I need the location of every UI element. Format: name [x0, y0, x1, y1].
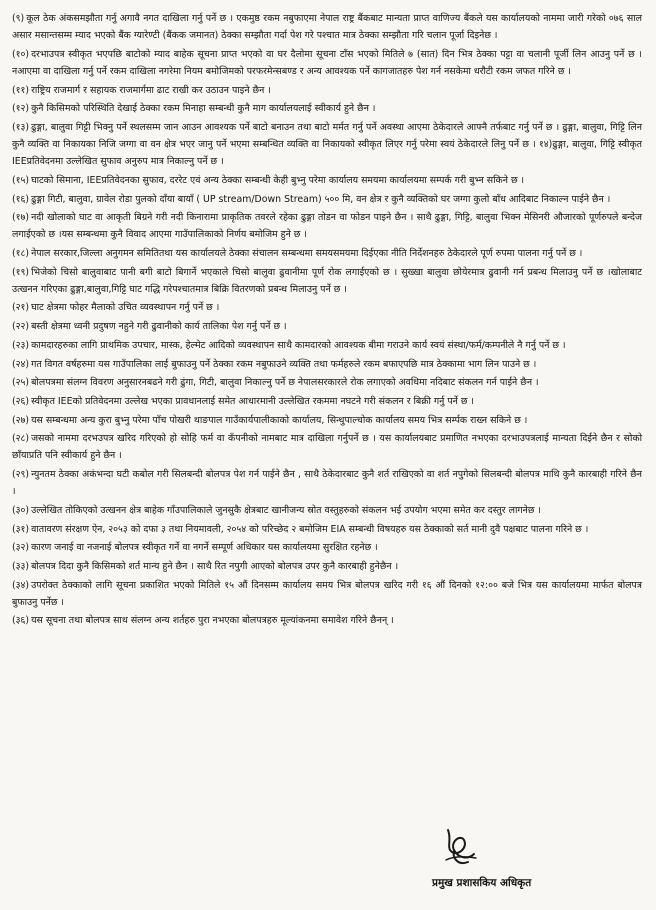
clause-item	[12, 318, 642, 335]
clause-number: (२७)	[12, 414, 30, 426]
clause-item	[12, 412, 642, 429]
clause-text: यस सूचना तथा बोलपत्र साथ संलग्न अन्य शर्तहरु पुरा नभएका बोलपत्रहरु मूल्यांकनमा समावेश गरिने छैनन् ।	[31, 615, 394, 627]
clause-text: यस सम्बन्धमा अन्य कुरा बुभ्नु परेमा पाँच पोखरी थाङपाल गाउँकार्यपालीकाको कार्यालय, सिन्धुपाल्चोक कार्यालय समय भित्र सर्म्पक राख्न सकिने छ ।	[31, 414, 528, 426]
clause-text: बोलपत्रमा संलग्न विवरण अनुसारनबढने गरी ढुंगा, गिटी, बालुवा निकाल्नु पर्ने छ नेपालसरकारले रोक लगाएको अवधिमा नदिबाट संकलन गर्न पाईने छैन ।	[31, 377, 539, 389]
clause-number: (२९)	[12, 469, 30, 481]
clause-number: (१३)	[12, 121, 30, 133]
clause-text: न्युनतम ठेक्का अकंभन्दा घटी कबोल गरी सिलबन्दी बोलपत्र पेश गर्न पाईने छैन , साथै ठेकेदारबाट कुनै शर्त राखिएको वा शर्त नपुगेको सिलबन्दी बोलपत्र माथि कुनै कारबाही गरिने छैन ।	[12, 469, 642, 498]
clause-text: ढुङ्गा गिटी, बालुवा, ग्रावेल रोडा पुलको दाँया बायाँ ( UP stream/Down Stream) ५०० मि, वन क्षेत्र र कुनै व्यक्तिको घर जग्गा कुलो बाँध आदिबाट निकाल्न पाईने छैन ।	[31, 193, 611, 205]
clause-number: (२३)	[12, 339, 30, 351]
clause-number: (१९)	[12, 266, 30, 278]
clause-text: कामदारहरुका लागि प्राथमिक उपचार, मास्क, हेल्मेट आदिको व्यवस्थापन साथै कामदारको आवश्यक बीमा गराउने कार्य स्वयं संस्था/फर्म/कम्पनीले नै गर्नु पर्ने छ ।	[31, 339, 566, 351]
clause-list	[12, 10, 642, 629]
clause-item	[12, 430, 642, 464]
clause-text: बस्ती क्षेत्रमा ध्वनी प्रदुषण नहुने गरी ढुवानीको कार्य तालिका पेश गर्नु पर्ने छ ।	[31, 321, 287, 333]
clause-item	[12, 10, 642, 44]
clause-item	[12, 466, 642, 500]
clause-item	[12, 356, 642, 373]
clause-text: घाट क्षेत्रमा फोहर मैलाको उचित व्यवस्थापन गर्नु पर्ने छ ।	[31, 302, 220, 314]
clause-item	[12, 82, 642, 99]
clause-item	[12, 100, 642, 117]
clause-text: बोलपत्र दिदा कुनै किसिमको शर्त मान्य हुने छैन । साथै रित नपुगी आएको बोलपत्र उपर कुनै कारबाही हुनेछैन ।	[31, 560, 399, 572]
clause-text: गत विगत वर्षहरुमा यस गाउँपालिका लाई बुफाउनु पर्ने ठेक्का रकम नबुफाउने व्यक्ति तथा फर्महरुले रकम बफाएपछि मात्र ठेक्कामा भाग लिन पाउने छ ।	[31, 358, 537, 370]
clause-number: (२४)	[12, 358, 30, 370]
clause-text: उपरोक्त ठेक्काको लागि सूचना प्रकाशित भएको मितिले १५ औं दिनसम्म कार्यालय समय भित्र बोलपत्र खरिद गरी १६ औं दिनको १२:०० बजे भित्र यस कार्यालयमा मार्फत बोलपत्र बुफाउनु पर्नेछ ।	[12, 579, 642, 608]
clause-item	[12, 393, 642, 410]
clause-item	[12, 374, 642, 391]
clause-text: घाटको सिमाना, IEEप्रतिवेदनका सुफाव, दररेट एवं अन्य ठेक्का सम्बन्धी केही बुभ्नु परेमा कार्यालय समयमा कार्यालयमा सम्पर्क गरी बुभ्न सकिने छ ।	[31, 174, 525, 186]
clause-text: नेपाल सरकार,जिल्ला अनुगमन समितितथा यस कार्यालयले ठेक्का संचालन सम्बन्धमा समयसमयमा दिईएका नीति निर्देशनहरु ठेकेदारले पूर्ण रुपमा पालना गर्नु पर्ने छ ।	[31, 247, 583, 259]
clause-number: (१७)	[12, 212, 30, 224]
clause-item	[12, 46, 642, 80]
clause-text: वातावरण संरक्षण ऐन, २०५३ को दफा ३ तथा नियमावली, २०५४ को परिच्छेद २ बमोजिम EIA सम्बन्धी विषयहरु यस ठेक्काको सर्त मानी दुवै पक्षबाट पालना गरिने छ ।	[31, 523, 589, 535]
clause-item	[12, 521, 642, 538]
clause-text: भिजेको चिसो बालुवाबाट पानी बगी बाटो बिगार्ने भएकाले चिसो बालुवा ढुवानीमा पूर्ण रोक लगाईएको छ । सुख्खा बालुवा छोयेरमात्र ढुवानी गर्न प्रबन्ध मिलाउनु पर्ने छ ।खोलाबाट उत्खनन गरिएका ढुङ्गा,बालुवा,गिट्टि घाट गद्धि गरेपश्चातमात्र बिक्रि वितरणको प्रबन्ध मिलाउनु पर्ने छ ।	[12, 266, 642, 295]
clause-item	[12, 558, 642, 575]
clause-text: जसको नाममा दरभउपत्र खरिद गरिएको हो सोहि फर्म वा कँपनीको नामबाट मात्र दाखिला गर्नुपर्ने छ । यस कार्यालयबाट प्रमाणित नभएका दरभाउपत्रलाई मान्यता दिईने छैन र सोको छाँयाप्रति पनि स्वीकार्य हुने छैन ।	[12, 433, 642, 462]
signature-block	[420, 826, 620, 906]
clause-item	[12, 209, 642, 243]
clause-text: ढुङ्गा, बालुवा गिट्टी भिक्नु पर्ने स्थलसम्म जान आउन आवश्यक पर्ने बाटो बनाउन तथा बाटो मर्मत गर्नु पर्ने अवस्था आएमा ठेकेदारले आफ्नै तर्फबाट गर्नु पर्ने छ । ढुङ्गा, बालुवा, गिट्टि लिन कुनै व्यक्ति वा निकायका निजि जग्गा वा वन क्षेत्र भएर जानु पर्ने भएमा सम्बन्धित व्यक्ति वा निकायको स्वीकृत लिएर गर्नु परेमा स्वयं ठेकेदारले लिनु पर्ने छ । १४)ढुङ्गा, बालुवा, गिट्टि स्वीकृत IEEप्रतिवेदनमा उल्लेखित सुफाव अनुरुप मात्र निकाल्नु पर्ने छ ।	[12, 121, 642, 168]
clause-number: (१८)	[12, 247, 30, 259]
clause-item	[12, 539, 642, 556]
clause-item	[12, 577, 642, 611]
clause-text: दरभाउपत्र स्वीकृत भएपछि बाटोको म्याद बाहेक सूचना प्राप्त भएको वा घर दैलोमा सूचना टाँस भएको मितिले ७ (सात) दिन भित्र ठेक्का पट्टा वा चलानी पूर्जी लिन आउनु पर्ने छ । नआएमा वा दाखिला गर्नु पर्ने रकम दाखिला नगरेमा नियम बमोजिमको परफरमेन्सबण्ड र अन्य आवश्यक पर्ने कागजातहरु पेश गर्न नसकेमा धरौटी रकम जफत गरिने छ ।	[12, 48, 642, 77]
clause-number: (३१)	[12, 523, 30, 535]
official-title: प्रमुख प्रशासकिय अधिकृत	[432, 877, 532, 889]
clause-text: राष्ट्रिय राजमार्ग र सहायक राजमार्गमा ढाट राखी कर उठाउन पाइने छैन ।	[31, 84, 271, 96]
clause-number: (३४)	[12, 579, 30, 591]
clause-item	[12, 245, 642, 262]
clause-number: (२५)	[12, 377, 30, 389]
clause-number: (२२)	[12, 321, 30, 333]
clause-item	[12, 502, 642, 519]
clause-item	[12, 612, 642, 629]
clause-number: (९)	[12, 13, 25, 24]
clause-text: कुनै किसिमको परिस्थिति देखाई ठेक्का रकम मिनाहा सम्बन्धी कुनै माग कार्यालयलाई स्वीकार्य हुने छैन ।	[31, 103, 376, 115]
handwritten-signature	[438, 826, 482, 872]
clause-item	[12, 172, 642, 189]
clause-text: कारण जनाई वा नजनाई बोलपत्र स्वीकृत गर्ने वा नगर्ने सम्पूर्ण अधिकार यस कार्यालयमा सुरक्षित रहनेछ ।	[31, 542, 378, 554]
clause-text: नदी खोलाको घाट वा आकृती बिग्रने गरी नदी किनारामा प्राकृतिक तवरले रहेका ढुङ्गा तोडन वा फोडन पाइने छैन । साथै ढुङ्गा, गिट्टि, बालुवा भिक्न मेसिनरी औजारको पूर्णरुपले बन्देज लगाईएको छ ।यस सम्बन्धमा कुनै विवाद आएमा गाउँपालिकाको निर्णय बमोजिम हुने छ ।	[12, 212, 642, 241]
clause-number: (३३)	[12, 560, 30, 572]
clause-number: (१०)	[12, 48, 30, 60]
clause-text: स्वीकृत IEEको प्रतिवेदनमा उल्लेख भएका प्रावधानलाई समेत आधारमानी उल्लेखित रकममा नघटने गरी संकलन र बिक्री गर्नु पर्ने छ ।	[31, 395, 474, 407]
clause-item	[12, 337, 642, 354]
clause-text: कूल ठेक अंकसमझौता गर्नु अगावै नगत दाखिला गर्नु पर्ने छ । एकमुष्ठ रकम नबुफाएमा नेपाल राष्ट्र बैंकबाट मान्यता प्राप्त वाणिज्य बैंकले यस कार्यालयको नाममा जारी गरेको ०७६ साल असार मसान्तसम्म म्याद भएको बैंक ग्यारेण्टी (बैंकक जमानत) ठेक्का सम्झौता गर्दा पेश गरे पश्चात मात्र ठेक्का सम्झौता गरि चलान पूर्जा दिइनेछ ।	[12, 13, 642, 42]
clause-item	[12, 299, 642, 316]
clause-number: (१२)	[12, 103, 30, 115]
clause-number: (२८)	[12, 433, 30, 445]
clause-item	[12, 191, 642, 208]
clause-number: (३२)	[12, 542, 30, 554]
clause-number: (१६)	[12, 193, 30, 205]
clause-number: (२६)	[12, 395, 30, 407]
clause-text: उल्लेखित तोकिएको उत्खनन क्षेत्र बाहेक गाँउपालिकाले जुनसुकै क्षेत्रबाट खानीजन्य स्रोत वस्तुहरुको संकलन भई उपयोग भएमा समेत कर दस्तुर लागनेछ ।	[31, 504, 541, 516]
clause-number: (३६)	[12, 615, 30, 627]
clause-number: (११)	[12, 84, 30, 96]
clause-item	[12, 264, 642, 298]
clause-number: (१५)	[12, 174, 30, 186]
clause-number: (३०)	[12, 504, 30, 516]
clause-item	[12, 119, 642, 170]
clause-number: (२१)	[12, 302, 30, 314]
